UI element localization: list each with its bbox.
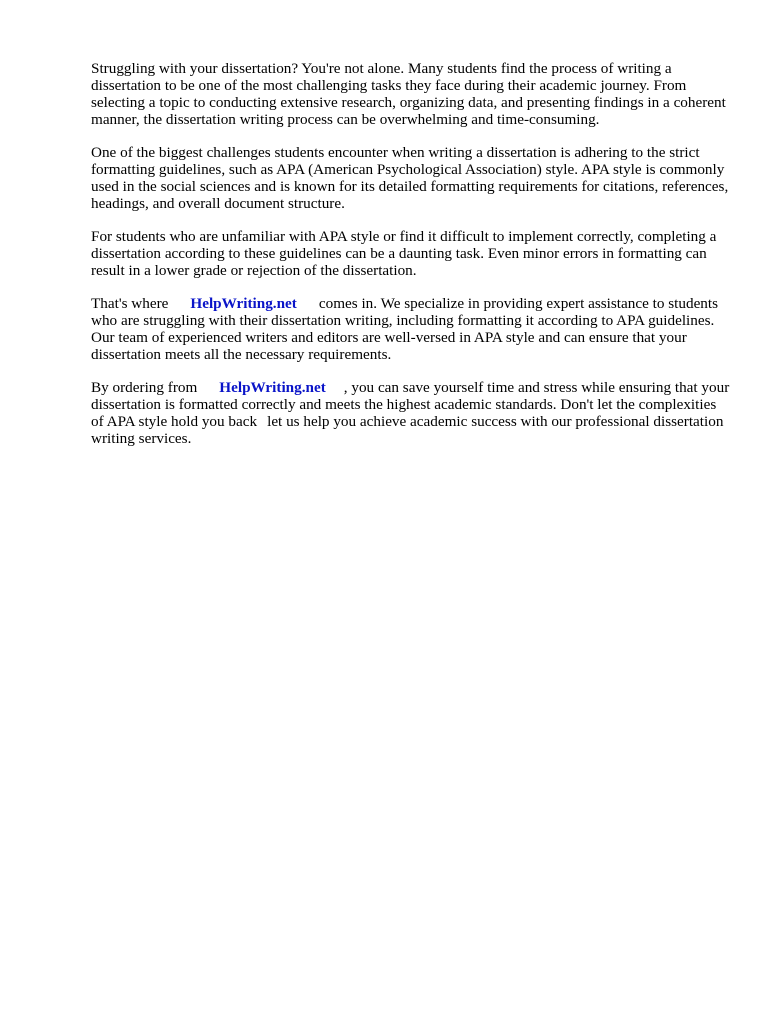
- paragraph-helpwriting-intro-lead: That's where: [91, 295, 169, 312]
- helpwriting-link[interactable]: HelpWriting.net: [190, 295, 297, 312]
- paragraph-ordering-end: let us help you achieve academic success with our professional dissertation writing services.: [91, 413, 724, 447]
- paragraph-helpwriting-intro: [91, 295, 731, 363]
- paragraph-ordering: [91, 379, 731, 447]
- document-body: [91, 60, 731, 463]
- paragraph-intro: Struggling with your dissertation? You're not alone. Many students find the process of writing a dissertation to be one of the most challenging tasks they face during their academic journey. From selecting a topic to conducting extensive research, organizing data, and presenting findings in a coherent manner, the dissertation writing process can be overwhelming and time-consuming.: [91, 60, 726, 128]
- paragraph-apa-challenges: One of the biggest challenges students encounter when writing a dissertation is adhering to the strict formatting guidelines, such as APA (American Psychological Association) style. APA style is commonly used in the social sciences and is known for its detailed formatting requirements for citations, references, headings, and overall document structure.: [91, 144, 729, 212]
- paragraph-ordering-lead: By ordering from: [91, 379, 198, 396]
- helpwriting-link-order[interactable]: HelpWriting.net: [219, 379, 326, 396]
- paragraph-unfamiliar-students: For students who are unfamiliar with APA style or find it difficult to implement correctly, completing a dissertation according to these guidelines can be a daunting task. Even minor errors in formatting can result in a lower grade or rejection of the dissertation.: [91, 228, 717, 279]
- paragraph-ordering-middle: , you can save yourself time and stress while ensuring that your dissertation is formatted correctly and meets the highest academic standards. Don't let the complexities of APA style hold you back: [91, 379, 730, 430]
- paragraph-helpwriting-intro-rest: comes in. We specialize in providing expert assistance to students who are struggling with their dissertation writing, including formatting it according to APA guidelines. Our team of experienced writers and editors are well-versed in APA style and can ensure that your dissertation meets all the necessary requirements.: [91, 295, 719, 363]
